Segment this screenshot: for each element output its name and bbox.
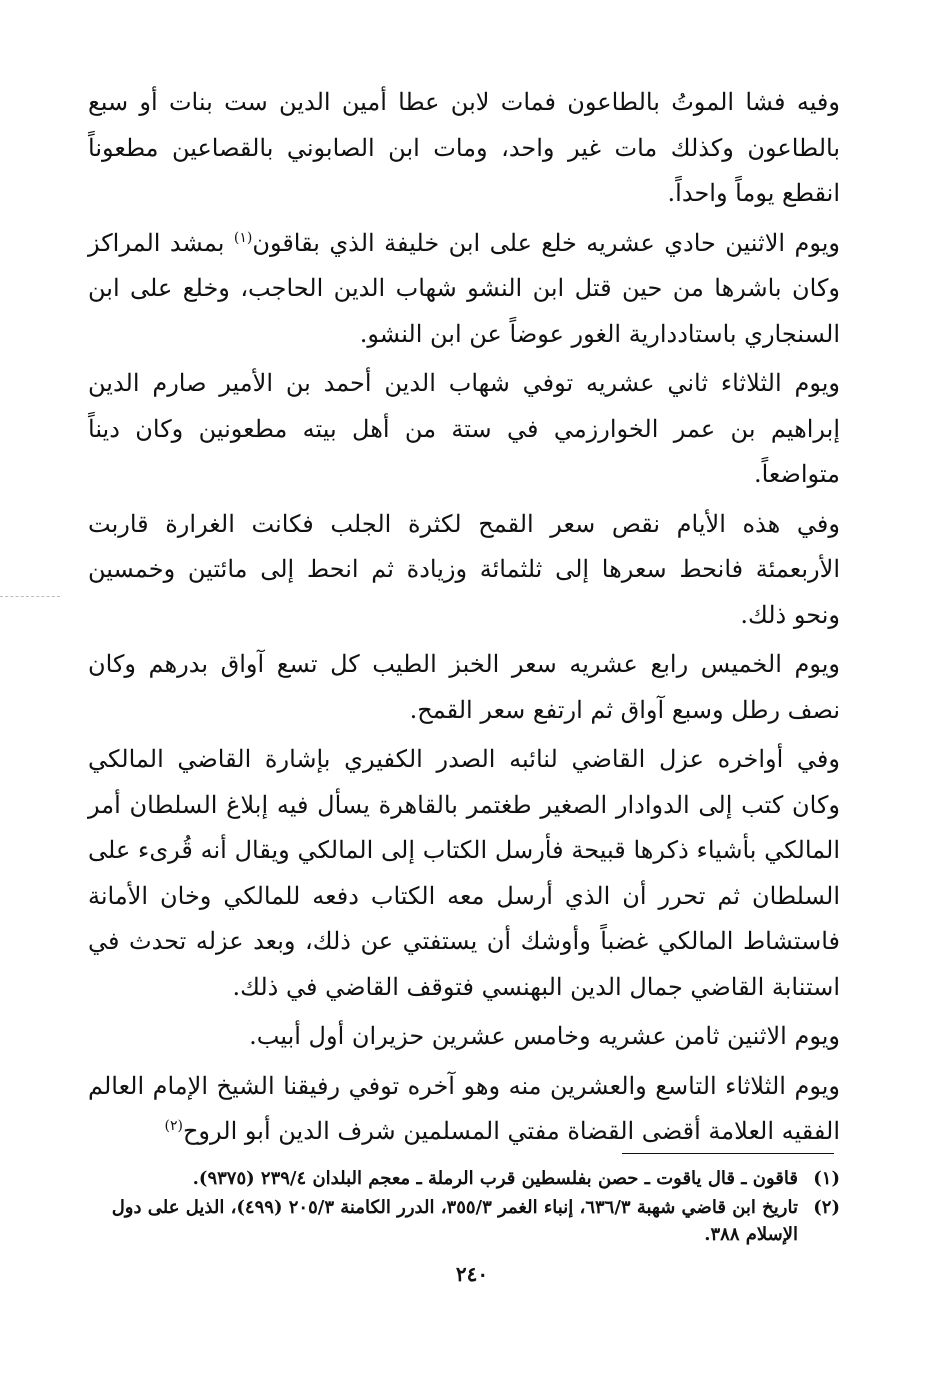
footnote-number: (٢)	[813, 1197, 840, 1218]
paragraph-text: ويوم الثلاثاء التاسع والعشرين منه وهو آخره توفي رفيقنا الشيخ الإمام العالم الفقيه العلامة أقضى القضاة مفتي المسلمين شرف الدين أبو الروح	[88, 1071, 840, 1145]
scan-margin-mark	[0, 596, 60, 597]
paragraph-text: وفيه فشا الموتُ بالطاعون فمات لابن عطا أمين الدين ست بنات أو سبع بالطاعون وكذلك مات غير واحد، ومات ابن الصابوني بالقصاعين مطعوناً انقطع يوماً واحداً.	[88, 88, 840, 207]
paragraph-plague	[88, 80, 840, 217]
footnote-2	[88, 1194, 840, 1248]
paragraph-text: ويوم الثلاثاء ثاني عشريه توفي شهاب الدين أحمد بن الأمير صارم الدين إبراهيم بن عمر الخوارزمي في ستة من أهل بيته مطعونين وكان ديناً متواضعاً.	[88, 369, 840, 488]
paragraph-text: ويوم الاثنين ثامن عشريه وخامس عشرين حزيران أول أبيب.	[249, 1022, 840, 1050]
paragraph-thursday-24	[88, 642, 840, 733]
footnotes	[88, 1165, 840, 1250]
footnote-number: (١)	[813, 1168, 840, 1189]
main-text	[88, 80, 840, 1158]
footnote-text: تاريخ ابن قاضي شهبة ٦٣٦/٣، إنباء الغمر ٣٥٥/٣، الدرر الكامنة ٢٠٥/٣ (٤٩٩)، الذيل على دول الإسلام ٣٨٨.	[111, 1197, 798, 1245]
footnote-separator	[622, 1153, 834, 1154]
paragraph-monday-28	[88, 1014, 840, 1060]
footnote-text: قاقون ـ قال ياقوت ـ حصن بفلسطين قرب الرملة ـ معجم البلدان ٢٣٩/٤ (٩٣٧٥).	[192, 1168, 798, 1189]
page-number: ٢٤٠	[455, 1262, 489, 1286]
paragraph-tuesday-22	[88, 361, 840, 498]
footnote-reference-1[interactable]: (١)	[233, 229, 253, 246]
paragraph-text: ويوم الاثنين حادي عشريه خلع على ابن خليفة الذي بقاقون	[252, 228, 840, 257]
paragraph-tuesday-29	[88, 1064, 840, 1155]
footnote-1	[88, 1165, 840, 1192]
paragraph-text-continued: بمشد المراكز وكان باشرها من حين قتل ابن النشو شهاب الدين الحاجب، وخلع على ابن السنجاري باستاددارية الغور عوضاً عن ابن النشو.	[88, 228, 840, 348]
paragraph-wheat-price	[88, 502, 840, 639]
paragraph-text: وفي أواخره عزل القاضي لنائبه الصدر الكفيري بإشارة القاضي المالكي وكان كتب إلى الدوادار الصغير طغتمر بالقاهرة يسأل فيه إبلاغ السلطان أمر المالكي بأشياء ذكرها قبيحة فأرسل الكتاب إلى المالكي ويقال أنه قُرىء على السلطان ثم تحرر أن الذي أرسل معه الكتاب دفعه للمالكي وخان الأمانة فاستشاط المالكي غضباً وأوشك أن يستفتي عن ذلك، وبعد عزله تحدث في استنابة القاضي جمال الدين البهنسي فتوقف القاضي في ذلك.	[88, 745, 840, 1001]
paragraph-qadi-dismissal	[88, 737, 840, 1010]
paragraph-text: ويوم الخميس رابع عشريه سعر الخبز الطيب كل تسع آواق بدرهم وكان نصف رطل وسبع آواق ثم ارتفع سعر القمح.	[88, 650, 840, 724]
paragraph-monday-21	[88, 221, 840, 358]
paragraph-text: وفي هذه الأيام نقص سعر القمح لكثرة الجلب فكانت الغرارة قاربت الأربعمئة فانحط سعرها إلى ثلثمائة وزيادة ثم انحط إلى مائتين وخمسين ونحو ذلك.	[88, 509, 840, 629]
footnote-reference-2[interactable]: (٢)	[164, 1118, 183, 1134]
